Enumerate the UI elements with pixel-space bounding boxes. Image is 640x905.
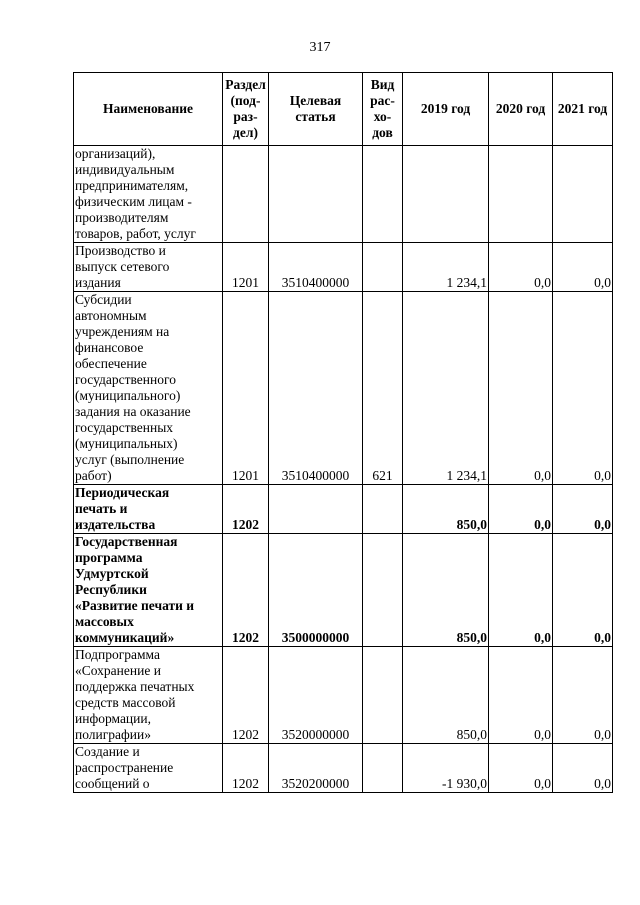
cell-target: 3510400000 xyxy=(269,243,363,292)
header-2020: 2020 год xyxy=(489,73,553,146)
cell-name-line: Подпрограмма xyxy=(75,647,160,662)
cell-name xyxy=(74,243,223,292)
cell-name-line: финансовое xyxy=(75,340,144,355)
cell-section xyxy=(223,146,269,243)
cell-name-line: поддержка печатных xyxy=(75,679,195,694)
cell-name-line: учреждениям на xyxy=(75,324,170,339)
cell-section: 1202 xyxy=(223,744,269,793)
cell-2021: 0,0 xyxy=(553,534,613,647)
cell-2021: 0,0 xyxy=(553,647,613,744)
cell-section: 1202 xyxy=(223,485,269,534)
cell-name-line: массовых xyxy=(75,614,134,629)
cell-name-line: Производство и xyxy=(75,243,166,258)
cell-name-line: (муниципальных) xyxy=(75,436,178,451)
cell-name xyxy=(74,534,223,647)
cell-name-line: распространение xyxy=(75,760,174,775)
cell-name xyxy=(74,647,223,744)
cell-name-line: государственных xyxy=(75,420,174,435)
cell-expense-type: 621 xyxy=(363,292,403,485)
cell-expense-type xyxy=(363,243,403,292)
table-row xyxy=(74,534,613,647)
cell-target xyxy=(269,485,363,534)
cell-name-line: издательства xyxy=(75,517,156,532)
cell-name-line: средств массовой xyxy=(75,695,176,710)
header-2021: 2021 год xyxy=(553,73,613,146)
cell-section: 1201 xyxy=(223,243,269,292)
cell-expense-type xyxy=(363,534,403,647)
cell-name xyxy=(74,744,223,793)
cell-name-line: полиграфии» xyxy=(75,727,151,742)
cell-target: 3500000000 xyxy=(269,534,363,647)
cell-2020 xyxy=(489,146,553,243)
table-row xyxy=(74,647,613,744)
header-row xyxy=(74,73,613,146)
cell-name-line: Субсидии xyxy=(75,292,132,307)
cell-name-line: (муниципального) xyxy=(75,388,181,403)
cell-name-line: «Сохранение и xyxy=(75,663,161,678)
cell-2020: 0,0 xyxy=(489,744,553,793)
cell-2019 xyxy=(403,146,489,243)
cell-target xyxy=(269,146,363,243)
cell-2021: 0,0 xyxy=(553,744,613,793)
cell-section: 1202 xyxy=(223,534,269,647)
cell-name-line: государственного xyxy=(75,372,176,387)
cell-2021 xyxy=(553,146,613,243)
header-name: Наименование xyxy=(74,73,223,146)
cell-name-line: «Развитие печати и xyxy=(75,598,195,613)
cell-2019: 850,0 xyxy=(403,534,489,647)
table-row xyxy=(74,146,613,243)
cell-expense-type xyxy=(363,647,403,744)
cell-name-line: работ) xyxy=(75,468,112,483)
cell-name-line: обеспечение xyxy=(75,356,147,371)
table-row xyxy=(74,744,613,793)
cell-expense-type xyxy=(363,744,403,793)
cell-2021: 0,0 xyxy=(553,292,613,485)
cell-name-line: издания xyxy=(75,275,121,290)
cell-2020: 0,0 xyxy=(489,243,553,292)
header-target: Целевая статья xyxy=(269,73,363,146)
cell-name-line: сообщений о xyxy=(75,776,150,791)
cell-name-line: автономным xyxy=(75,308,147,323)
cell-2019: 850,0 xyxy=(403,485,489,534)
cell-target: 3520200000 xyxy=(269,744,363,793)
cell-name-line: товаров, работ, услуг xyxy=(75,226,196,241)
table-row xyxy=(74,292,613,485)
cell-2020: 0,0 xyxy=(489,534,553,647)
cell-name-line: Республики xyxy=(75,582,147,597)
cell-name-line: предпринимателям, xyxy=(75,178,189,193)
cell-name-line: выпуск сетевого xyxy=(75,259,170,274)
table-row xyxy=(74,485,613,534)
cell-2019: -1 930,0 xyxy=(403,744,489,793)
cell-2021: 0,0 xyxy=(553,485,613,534)
cell-name-line: программа xyxy=(75,550,143,565)
cell-2019: 1 234,1 xyxy=(403,243,489,292)
cell-name-line: физическим лицам - xyxy=(75,194,192,209)
cell-name-line: Государственная xyxy=(75,534,178,549)
cell-2020: 0,0 xyxy=(489,647,553,744)
cell-name-line: Создание и xyxy=(75,744,140,759)
budget-table xyxy=(73,72,613,793)
cell-name xyxy=(74,485,223,534)
cell-name-line: информации, xyxy=(75,711,151,726)
cell-expense-type xyxy=(363,146,403,243)
cell-name-line: коммуникаций» xyxy=(75,630,175,645)
cell-target: 3510400000 xyxy=(269,292,363,485)
header-expense-type: Вид рас- хо- дов xyxy=(363,73,403,146)
cell-name-line: производителям xyxy=(75,210,169,225)
cell-name xyxy=(74,146,223,243)
cell-2019: 850,0 xyxy=(403,647,489,744)
table-row xyxy=(74,243,613,292)
cell-name-line: организаций), xyxy=(75,146,156,161)
cell-2021: 0,0 xyxy=(553,243,613,292)
cell-name xyxy=(74,292,223,485)
cell-name-line: услуг (выполнение xyxy=(75,452,185,467)
cell-2020: 0,0 xyxy=(489,485,553,534)
cell-name-line: задания на оказание xyxy=(75,404,191,419)
cell-expense-type xyxy=(363,485,403,534)
cell-name-line: печать и xyxy=(75,501,128,516)
cell-name-line: Периодическая xyxy=(75,485,170,500)
header-2019: 2019 год xyxy=(403,73,489,146)
cell-name-line: индивидуальным xyxy=(75,162,175,177)
cell-section: 1201 xyxy=(223,292,269,485)
cell-2019: 1 234,1 xyxy=(403,292,489,485)
cell-target: 3520000000 xyxy=(269,647,363,744)
cell-section: 1202 xyxy=(223,647,269,744)
cell-name-line: Удмуртской xyxy=(75,566,149,581)
cell-2020: 0,0 xyxy=(489,292,553,485)
page-number: 317 xyxy=(309,40,331,55)
header-section: Раздел (под- раз- дел) xyxy=(223,73,269,146)
